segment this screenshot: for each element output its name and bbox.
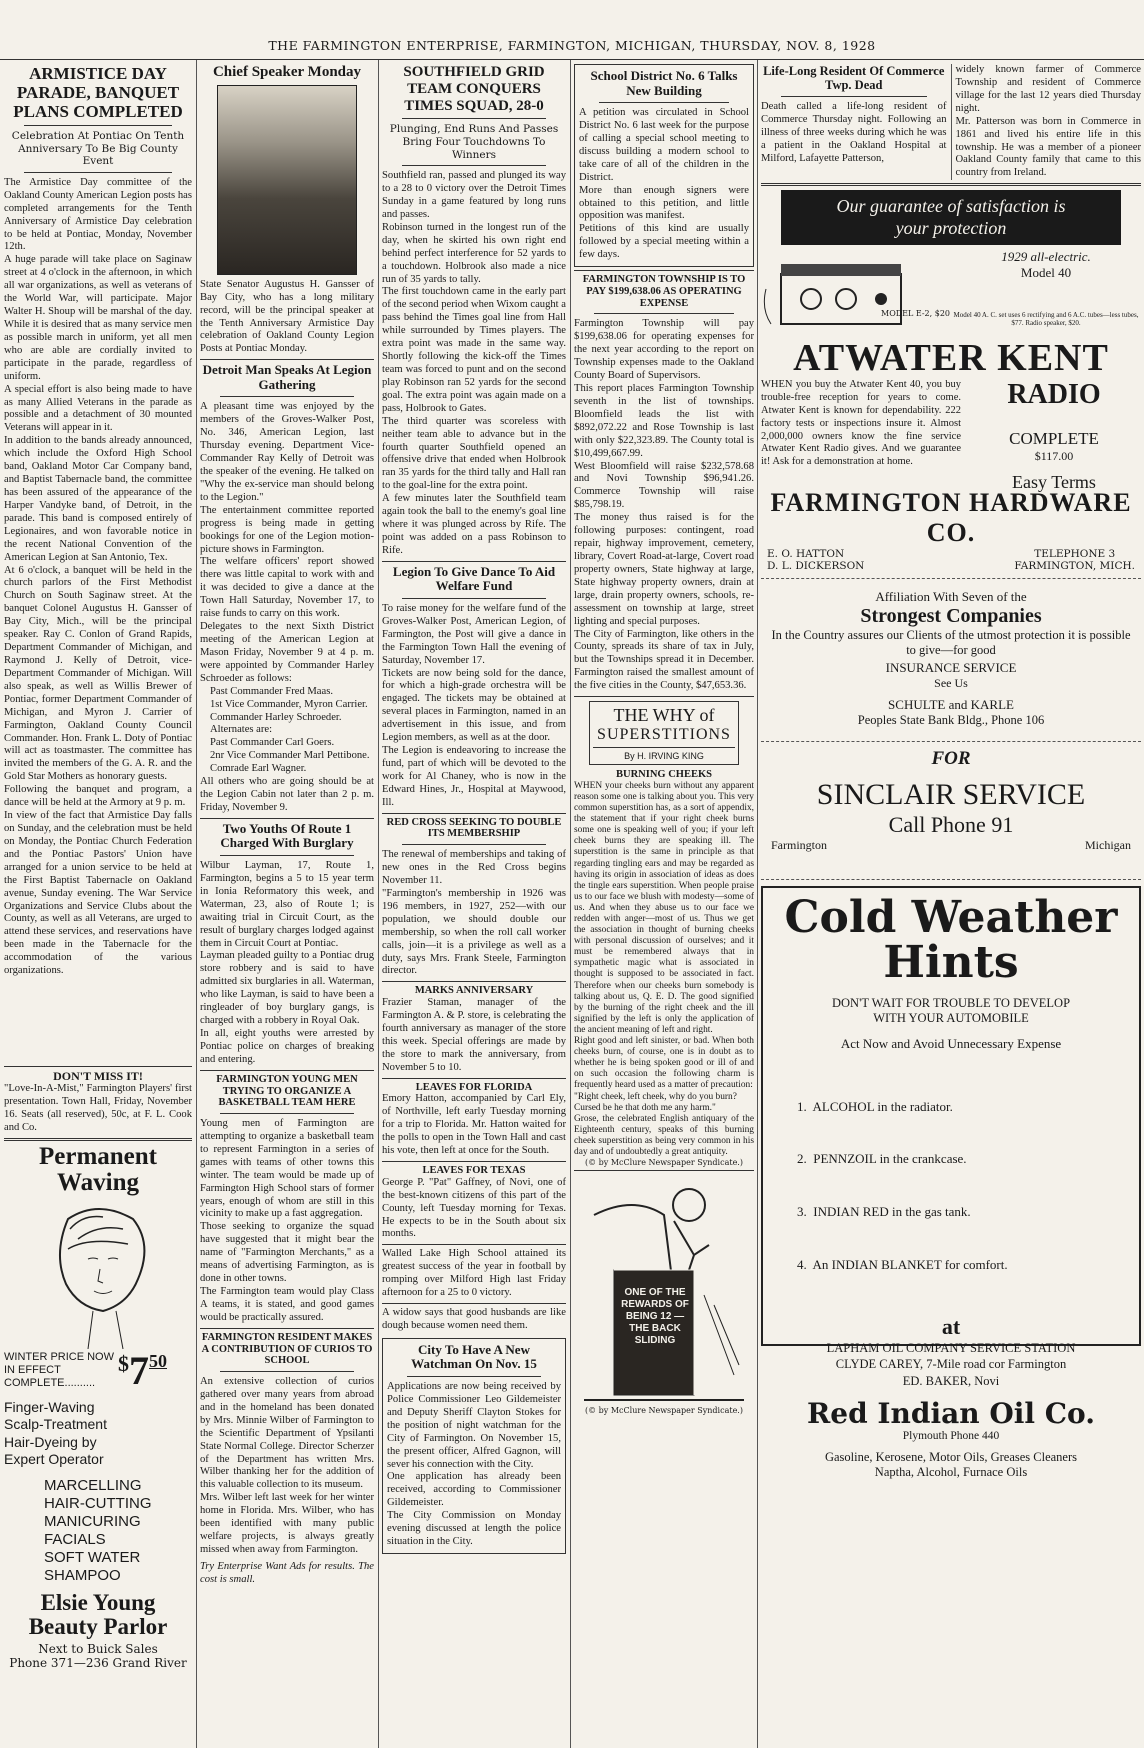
curios-headline: FARMINGTON RESIDENT MAKES A CONTRIBUTION OF CURIOS TO SCHOOL — [201, 1331, 373, 1367]
column-rule — [196, 60, 197, 1748]
dont-miss-headline: DON'T MISS IT! — [53, 1068, 143, 1083]
atwater-model: Model 40 — [1020, 265, 1072, 281]
anniversary-headline: MARKS ANNIVERSARY — [414, 985, 534, 997]
armistice-headline: ARMISTICE DAY PARADE, BANQUET PLANS COMPLETED — [13, 64, 183, 122]
school-body: A petition was circulated in School District No. 6 last week for the purpose of calling a special school meeting to discuss building a modern school to take care of all of the children in the District. More than enough signers were obtained to this petition, and little opposition was manifest. Petitions of this kind are usually followed by a special meeting within a few days. — [579, 107, 749, 261]
red-indian-oil-name: Red Indian Oil Co. — [807, 1396, 1095, 1430]
atwater-model-label: MODEL E-2, $20 — [881, 309, 950, 319]
divider — [761, 578, 1141, 579]
cold-title-1: Cold Weather — [784, 892, 1118, 944]
why-byline: By H. IRVING KING — [624, 751, 704, 762]
divider — [200, 1328, 374, 1329]
atwater-banner: Our guarantee of satisfaction is your protection — [781, 190, 1121, 245]
perm-service-1: Finger-Waving — [4, 1398, 95, 1415]
sinclair-ad — [761, 748, 1141, 873]
hardware-ad — [761, 488, 1141, 572]
cold-sub-2: WITH YOUR AUTOMOBILE — [873, 1011, 1029, 1026]
divider — [593, 747, 735, 748]
masthead: THE FARMINGTON ENTERPRISE, FARMINGTON, MICHIGAN, THURSDAY, NOV. 8, 1928 — [0, 38, 1144, 60]
divider — [761, 183, 1141, 186]
atwater-model-note: Model 40 A. C. set uses 6 rectifying and 6 A.C. tubes—less tubes, $77. Radio speaker, $20. — [953, 311, 1139, 328]
column-rule — [951, 64, 952, 180]
detroit-man-tail: All others who are going should be at the Legion Cabin not later than 2 p. m. Friday, November 9. — [200, 776, 374, 813]
township-body: Farmington Township will pay $199,638.06 for operating expenses for the next year according to the report on Township expenses made to the Oakland County Board of Supervisors. This report places Farmington Township seventh in the list of townships. Bloomfield leads the list with $892,072.22 and Rose Township is last with only $22,323.89. The County total is $10,499,667.99. West Bloomfield will raise $232,578.68 and Novi Township $96,941.26. Commerce Township will raise $85,798.19. The money thus raised is for the following purposes: contingent, road repair, highway improvement, cemetery, library, Covert Road-at-large, Covert road property owners, State highway at large, State highway property owners, drain at large, drain property owners, schools, re-assessment on township at large, street lighting and special purposes. The City of Farmington, like others in the County, spreads its share of tax in July, but the Townships spread it in December. Farmington raised the smallest amount of the five cities in the County, $47,653.36. — [574, 318, 754, 692]
atwater-radio: RADIO — [1007, 379, 1101, 411]
divider — [4, 1066, 192, 1067]
watchman-box — [382, 1338, 566, 1554]
cartoon-caption: ONE OF THE REWARDS OF BEING 12 — THE BACK SLIDING — [621, 1287, 689, 1347]
youths-headline: Two Youths Of Route 1 Charged With Burglary — [220, 820, 354, 851]
divider — [200, 818, 374, 819]
atwater-price: $117.00 — [1034, 449, 1074, 464]
column-rule — [378, 60, 379, 1748]
florida-headline: LEAVES FOR FLORIDA — [415, 1081, 533, 1093]
column-2 — [200, 64, 374, 1748]
senator-photo — [217, 85, 357, 275]
cold-weather-ad — [761, 886, 1141, 1479]
walled-lake-body: Walled Lake High School attained its greatest success of the year in football by romping over Milford High last Friday afternoon for a 25 to 0 victory. — [382, 1248, 566, 1299]
perm-price-dollar: $ — [118, 1350, 129, 1376]
atwater-kent-ad — [761, 190, 1141, 493]
widow-body: A widow says that good husbands are like dough because women need them. — [382, 1307, 566, 1331]
welfare-dance-headline: Legion To Give Dance To Aid Welfare Fund — [392, 563, 556, 594]
divider — [407, 1376, 541, 1377]
texas-body: George P. "Pat" Gaffney, of Novi, one of the best-known citizens of this part of the County, left Tuesday morning for Texas. He expects to be in the South about six months. — [382, 1176, 566, 1240]
ins-service: INSURANCE SERVICE — [885, 660, 1017, 676]
column-rule — [570, 60, 571, 1748]
sinclair-call: Call Phone 91 — [888, 812, 1014, 838]
divider — [200, 359, 374, 360]
ins-see: See Us — [934, 676, 968, 691]
lifelong-article — [761, 64, 1141, 180]
why-title-2: SUPERSTITIONS — [597, 726, 731, 744]
florida-body: Emory Hatton, accompanied by Carl Ely, of Northville, left early Tuesday morning for a trip to Florida. Mr. Hatton waited for the polls to open in the Town Hall and cast his vote, then left at once for the South. — [382, 1093, 566, 1157]
curios-body: An extensive collection of curios gathered over many years from abroad and in the homeland has been donated by Mrs. Minnie Wilber of Farmington to the Scientific Department of Ypsilanti State Normal College. Director Scherzer of the Department has written Mrs. Wilber thanking her for the addition of this valuable collection to its museum. Mrs. Wilber left last week for her winter home in Florida. Mrs. Wilber, who has been identified with many public welfare projects, is always greatly missed when away from Farmington. — [200, 1376, 374, 1555]
grid-team-body: Southfield ran, passed and plunged its way to a 28 to 0 victory over the Detroit Times Sunday in a game featured by long runs and passes. Robinson turned in the longest run of the day, when he skirted his own right end behind perfect interference for 52 yards to a touchdown. Holbrook also made a nice run of 35 yards to tally. The first touchdown came in the early part of the second period when Wixom caught a pass behind the Times goal line from Hall while surrounded by Times players. The extra point was made in the same way. Shortly following the kick-off the Times team was forced to punt and on the second play Robinson ran 52 yards for the second goal. The extra point was again made on a pass, Holbrook to Gates. The third quarter was scoreless with neither team able to advance but in the fourth quarter Southfield opened an offensive drive that ended when Holbrook ran 35 yards for the third tally and Hall ran to the goal-line for the extra point. A few minutes later the Southfield team again took the ball to the enemy's goal line where it was plunged across by Rife. The point was added on a pass Robinson to Rife. — [382, 170, 566, 556]
hardware-owner-2: D. L. DICKERSON — [767, 560, 865, 573]
divider — [24, 172, 172, 173]
basketball-headline: FARMINGTON YOUNG MEN TRYING TO ORGANIZE A BASKETBALL TEAM HERE — [216, 1073, 358, 1109]
column-4 — [574, 64, 754, 1748]
chief-speaker-headline: Chief Speaker Monday — [212, 64, 362, 80]
divider — [220, 396, 354, 397]
insurance-ad — [761, 585, 1141, 735]
perm-list-6: SHAMPOO — [44, 1566, 121, 1584]
why-superstitions-logo — [589, 701, 739, 765]
atwater-year: 1929 all-electric. — [1001, 249, 1091, 265]
divider — [574, 1170, 754, 1171]
ins-strong: Strongest Companies — [860, 605, 1042, 628]
perm-list-3: MANICURING — [44, 1512, 141, 1530]
divider — [382, 813, 566, 814]
sinclair-for: FOR — [931, 748, 971, 770]
ins-head: Affiliation With Seven of the — [875, 589, 1027, 605]
basketball-body: Young men of Farmington are attempting to organize a basketball team to represent Farmington in a series of games with teams of other towns this winter. The team would be made up of Farmington High School stars of former years, enough of whom are still in this vicinity to make up a fast aggregation. Those seeking to organize the squad have suggested that it might bear the name of "Farmington Merchants," as a means of advertising Farmington, as is done in other towns. The Farmington team would play Class A teams, it is stated, and good games would be practically assured. — [200, 1118, 374, 1323]
perm-list-2: HAIR-CUTTING — [44, 1494, 152, 1512]
column-rule — [757, 60, 758, 1748]
divider — [402, 844, 546, 845]
column-3 — [382, 64, 566, 1748]
cold-sub-1: DON'T WAIT FOR TROUBLE TO DEVELOP — [831, 996, 1071, 1011]
divider — [382, 1303, 566, 1304]
ins-address: Peoples State Bank Bldg., Phone 106 — [857, 713, 1045, 728]
grid-team-deck: Plunging, End Runs And Passes Bring Four Touchdowns To Winners — [389, 123, 559, 161]
divider — [574, 696, 754, 697]
watchman-body: Applications are now being received by Police Commissioner Leo Gildemeister and Deputy Sheriff Clayton Stokes for the position of night watchman for the City of Farmington. On November 15, the present officer, Alfred Gagnon, will sever his connection with the City. One application has already been received, according to Commissioner Gildemeister. The City Commission on Monday evening discussed at length the police situation in the City. — [387, 1381, 561, 1548]
perm-list-1: MARCELLING — [44, 1476, 142, 1494]
watchman-headline: City To Have A New Watchman On Nov. 15 — [411, 1341, 537, 1372]
cold-act: Act Now and Avoid Unnecessary Expense — [840, 1036, 1062, 1052]
divider — [382, 981, 566, 982]
cold-products-1: Gasoline, Kerosene, Motor Oils, Greases Cleaners — [824, 1449, 1077, 1464]
perm-service-2: Scalp-Treatment — [4, 1416, 107, 1432]
cold-hint-2: 2. PENNZOIL in the crankcase. — [797, 1151, 967, 1167]
atwater-terms: Easy Terms — [1012, 472, 1096, 493]
armistice-deck: Celebration At Pontiac On Tenth Anniversary To Be Big County Event — [11, 130, 185, 168]
school-box — [574, 64, 754, 267]
red-cross-body: The renewal of memberships and taking of new ones in the Red Cross begins November 11. "Farmington's membership in 1926 was 196 members, in 1927, 252—with our population, we should double our membership, so when the roll call worker calls, join—it is a privilege as well as a duty, says Mrs. Frank Steele, Farmington director. — [382, 849, 566, 977]
sinclair-state: Michigan — [1085, 838, 1131, 853]
why-title-1: THE WHY of — [613, 705, 715, 726]
cartoon-panel — [574, 1175, 754, 1415]
lifelong-headline: Life-Long Resident Of Commerce Twp. Dead — [763, 64, 945, 92]
divider — [382, 561, 566, 562]
perm-service-4: Expert Operator — [4, 1451, 104, 1467]
column-1 — [4, 64, 192, 1748]
divider — [594, 313, 734, 314]
atwater-body: WHEN you buy the Atwater Kent 40, you buy trouble-free reception for years to come. Atwater Kent is known for dependability. 222 factory tests or inspections insure it. Almost 2,000,000 owners know the fine service Atwater Kent Radio gives. And we guarantee it! Ask for a demonstration at home. — [761, 379, 961, 468]
divider — [220, 1371, 354, 1372]
welfare-dance-body: To raise money for the welfare fund of the Groves-Walker Post, American Legion, of Farmington, the Post will give a dance in the Farmington Town Hall the evening of Saturday, November 17. Tickets are now being sold for the dance, for which a high-grade orchestra will be engaged. The tickets may be obtained at several places in Farmington, named in an advertisement in this issue, and from Legion members, as well as at the door. The Legion is endeavoring to increase the fund, part of which will be devoted to the work for Al Chaney, who is now in the Edward Hines, Jr., Hospital at Maywood, Ill. — [382, 602, 566, 808]
armistice-article-body: The Armistice Day committee of the Oakland County American Legion posts has completed arrangements for the Tenth Anniversary of Armistice Day celebration to be held at Pontiac, Monday, November 12th. A huge parade will take place on Saginaw street at 4 o'clock in the afternoon, in which all war organizations, as well as veterans of the World War, will participate. Major Walter H. Shoup will be marshal of the day. While it is desired that as many service men as possible march in uniform, yet all men who are able are cordially invited to participate in the parade, regardless of uniform. A special effort is also being made to have as many Allied Veterans in the parade as possible and a detachment of 30 mounted Veterans will appear in it. In addition to the bands already announced, which include the Oxford High School band, Oakland Motor Car Company band, and Baptist Tabernacle band, the committee has been assured of the appearance of the Harper Vandyke band, of Detroit, in the parade. This band is composed entirely of Legionaires, and won favorable notice in the recent National Convention of the American Legion at San Antonio, Tex. At 6 o'clock, a banquet will be held in the church parlors of the First Methodist Church on South Saginaw street. At the banquet Colonel Augustus H. Gansser of Bay City, Mich., will be the principal speaker. Ray C. Conlon of Grand Rapids, Department Commander of Michigan, and Raymond J. Kelly of Detroit, vice-Department Commander of Michigan. Will also speak, as well as Willis Brewer of Pontiac, former Department Commander of Michigan, and Myron J. Carrier of Farmington, Oakland County Council Commander. Hon. Frank L. Doty of Pontiac will act as toastmaster. The committee has invited the members of the G. A. R. and the Gold Star Mothers as honorary guests. Following the banquet and program, a dance will be held at the Armory at 9 p. m. In view of the fact that Armistice Day falls on Sunday, and the celebration must be held on Monday, the Pontiac Church Federation and the Pontiac Pastors' Union have arranged for a union service to be held at the First Baptist Tabernacle on Oakland avenue, Sunday evening. The War Service Organizations and Service Clubs about the County, as well as all Veterans, are urged to attend these services, and reservations have been made in the Tabernacle for the accommodation of the various organizations. — [4, 176, 192, 977]
divider — [574, 270, 754, 271]
hardware-name: FARMINGTON HARDWARE CO. — [770, 488, 1132, 548]
cold-hint-1: 1. ALCOHOL in the radiator. — [797, 1098, 953, 1114]
column-5 — [761, 64, 1141, 1748]
cold-title-2: Hints — [883, 937, 1019, 989]
divider — [220, 855, 354, 856]
cold-station-2: CLYDE CAREY, 7-Mile road cor Farmington — [835, 1357, 1067, 1372]
perm-title-1: Permanent — [38, 1143, 158, 1170]
grid-team-headline: SOUTHFIELD GRID TEAM CONQUERS TIMES SQUAD, 28-0 — [403, 64, 545, 114]
cheeks-credit: (© by McClure Newspaper Syndicate.) — [585, 1158, 743, 1168]
perm-list-5: SOFT WATER — [44, 1548, 141, 1566]
atwater-complete: COMPLETE — [1009, 429, 1099, 449]
divider — [761, 741, 1141, 742]
hardware-owner-1: E. O. HATTON — [767, 548, 845, 561]
cold-phone: Plymouth Phone 440 — [902, 1429, 1000, 1442]
hardware-telephone: TELEPHONE 3 — [1034, 548, 1116, 561]
divider — [382, 1078, 566, 1079]
cold-products-2: Naptha, Alcohol, Furnace Oils — [874, 1464, 1028, 1479]
sinclair-name: SINCLAIR SERVICE — [816, 778, 1086, 812]
divider — [200, 1070, 374, 1071]
divider — [402, 598, 546, 599]
atwater-brand: ATWATER KENT — [793, 337, 1109, 380]
township-headline: FARMINGTON TOWNSHIP IS TO PAY $199,638.06 AS OPERATING EXPENSE — [582, 274, 746, 309]
delegates-list: Past Commander Fred Maas. 1st Vice Commander, Myron Carrier. Commander Harley Schroeder. Alternates are: Past Commander Carl Goers. 2nr Vice Commander Marl Pettibone. Comrade Earl Wagner. — [210, 685, 370, 775]
cold-hint-4: 4. An INDIAN BLANKET for comfort. — [797, 1256, 1008, 1272]
ins-body: In the Country assures our Clients of the utmost protection it is possible to give—for good — [771, 628, 1131, 658]
divider — [382, 1244, 566, 1245]
divider — [402, 118, 546, 119]
perm-winter-price: WINTER PRICE NOW IN EFFECT COMPLETE.......... — [4, 1350, 114, 1390]
divider — [761, 879, 1141, 880]
cartoon-credit: (© by McClure Newspaper Syndicate.) — [585, 1406, 743, 1416]
divider — [220, 1113, 354, 1114]
radio-set-illustration — [761, 249, 941, 334]
perm-price: 7 — [129, 1347, 149, 1393]
anniversary-body: Frazier Staman, manager of the Farmington A. & P. store, is celebrating the fourth anniversary as manager of the store this week. Special offerings are made by the store to mark the anniversary, from November 5 to 10. — [382, 997, 566, 1073]
cold-at: at — [941, 1314, 961, 1340]
cheeks-body: WHEN your cheeks burn without any apparent reason some one is talking about you. This very common superstition has, as a sort of appendix, the statement that if your right cheek burns some one is speaking well of you; if your left cheek burns they are speaking ill. The superstition is the same in principle as that regarding tingling ears and may be regarded as having its origin in association of ideas as does the tingle ears superstition. When people praise us to our face we blush with modesty—some of us. And when they abuse us to our face we redden with anger—most of us. Thus we get the association in thought of burning cheeks with personal discussion of ourselves; and it must be remembered always that in sympathetic magic what is associated in thought is supposed to be associated in fact. Therefore when our cheeks burn somebody is talking about us, Q. E. D. The good signified by the burning of the right cheek and the ill signified by the left is only the application of the ancient meaning of left and right. Right good and left sinister, or bad. When both cheeks burn, of course, one is in doubt as to whether he is being spoken good or ill of and on such occasion the following charm is frequently heard used as a matter of precaution: "Right cheek, left cheek, why do you burn? Cursed be he that doth me any harm." Grose, the celebrated English antiquary of the Eighteenth century, speaks of this burning cheek superstition as being very common in his day and of undoubtedly a great antiquity. — [574, 780, 754, 1157]
lifelong-body: Death called a life-long resident of Commerce Thursday night. Following an illness of three weeks during which he was a patient in the Oakland Hospital at Milford, Lafayette Patterson, — [761, 101, 947, 164]
hardware-city: FARMINGTON, MICH. — [1014, 560, 1135, 573]
perm-shop-2: Beauty Parlor — [28, 1613, 168, 1639]
divider — [599, 102, 729, 103]
detroit-man-headline: Detroit Man Speaks At Legion Gathering — [202, 362, 372, 392]
divider — [402, 165, 546, 166]
permanent-waving-ad — [4, 1143, 192, 1670]
woman-portrait-illustration — [8, 1199, 188, 1349]
perm-list-4: FACIALS — [44, 1530, 106, 1548]
perm-title-2: Waving — [57, 1169, 139, 1197]
detroit-man-body: A pleasant time was enjoyed by the members of the Groves-Walker Post, No. 346, American Legion, last Thursday evening. Department Vice-Commander Ray Kelly of Detroit was the speaker of the evening. He talked on "Why the ex-service man should belong to the Legion." The entertainment committee reported progress is being made in getting bookings for one of the Legion motion-picture shows in Farmington. The welfare officers' report showed there was little capital to work with and it was decided to give a dance at the Town Hall Saturday, November 17, to raise funds to carry on this work. Delegates to the next Sixth District meeting of the American Legion at Mason Friday, November 9 at 4 p. m. were appointed by Commander Harley Schroeder as follows: — [200, 401, 374, 684]
school-headline: School District No. 6 Talks New Building — [590, 68, 738, 98]
want-ads-tagline: Try Enterprise Want Ads for results. The cost is small. — [200, 1560, 374, 1585]
dont-miss-body: "Love-In-A-Mist," Farmington Players' first presentation. Town Hall, Friday, November 16. Seats (all reserved), 50c, at F. L. Cook and Co. — [4, 1083, 192, 1134]
youths-body: Wilbur Layman, 17, Route 1, Farmington, begins a 5 to 15 year term in Ionia Reformatory this week, and Waterman, 23, also of Route 1; is awaiting trial in Circuit Court, as the result of burglary charges lodged against them in Circuit Court at Pontiac. Layman pleaded guilty to a Pontiac drug store robbery and is said to have admitted six burglaries in all. Waterman, who like Layman, is said to have been a ringleader of boy burglary gangs, is charged with a robbery in Royal Oak. In all, eight youths were arrested by Pontiac police on charges of breaking and entering. — [200, 860, 374, 1065]
sinclair-city: Farmington — [771, 838, 827, 853]
cold-hint-3: 3. INDIAN RED in the gas tank. — [797, 1203, 971, 1219]
cheeks-headline: BURNING CHEEKS — [616, 769, 712, 781]
perm-shop-1: Elsie Young — [40, 1589, 156, 1615]
cold-station-1: LAPHAM OIL COMPANY SERVICE STATION — [826, 1341, 1076, 1356]
divider — [4, 1138, 192, 1141]
perm-price-cents: 50 — [149, 1350, 167, 1371]
lifelong-body-continued: widely known farmer of Commerce Township and resident of Commerce village for the last 12 years died Thursday night. Mr. Patterson was born in Commerce in 1861 and lived his entire life in this township. He was a member of a pioneer Oakland County family that came to this country from Ireland. — [955, 64, 1141, 179]
divider — [781, 96, 927, 97]
texas-headline: LEAVES FOR TEXAS — [422, 1165, 526, 1177]
divider — [24, 125, 172, 126]
perm-next: Next to Buick Sales — [38, 1641, 158, 1656]
divider — [382, 1161, 566, 1162]
red-cross-headline: RED CROSS SEEKING TO DOUBLE ITS MEMBERSHIP — [386, 816, 562, 840]
chief-speaker-caption: State Senator Augustus H. Gansser of Bay City, who has a long military record, will be the principal speaker at the Tenth Anniversary Armistice Day celebration of Oakland County Legion Posts at Pontiac Monday. — [200, 278, 374, 355]
cold-station-3: ED. BAKER, Novi — [902, 1373, 1000, 1388]
perm-service-3: Hair-Dyeing by — [4, 1433, 97, 1450]
ins-firm: SCHULTE and KARLE — [888, 697, 1014, 713]
perm-phone: Phone 371—236 Grand River — [9, 1655, 187, 1670]
